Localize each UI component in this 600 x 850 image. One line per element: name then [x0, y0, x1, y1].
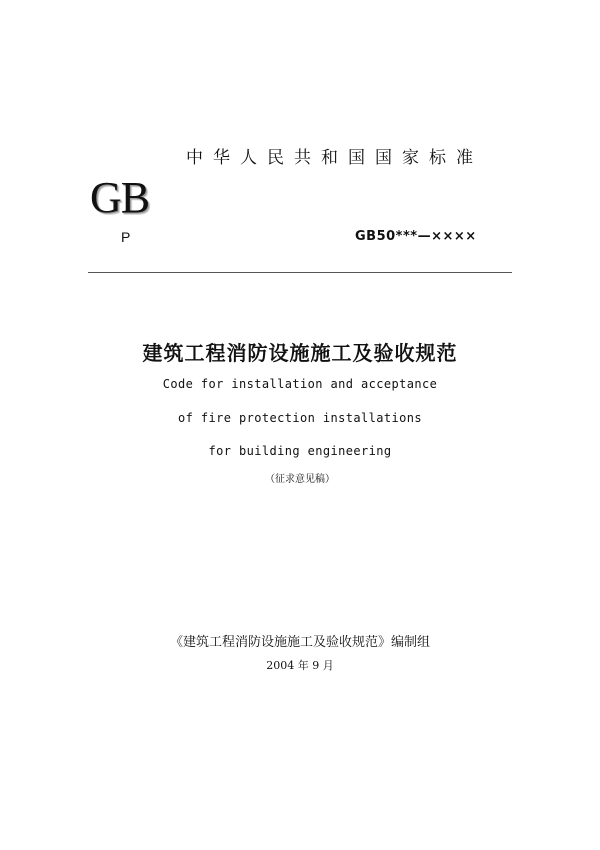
national-standard-heading: 中华人民共和国国家标准: [186, 148, 483, 168]
document-title-chinese: 建筑工程消防设施施工及验收规范: [142, 341, 458, 365]
gb-logo: GB: [90, 173, 150, 222]
publication-date: 2004 年 9 月: [266, 659, 334, 672]
header-divider: [88, 272, 512, 273]
category-label: P: [121, 229, 131, 245]
document-title-english-line: Code for installation and acceptance: [162, 377, 438, 391]
standard-number: GB50***—××××: [355, 229, 477, 244]
document-title-english-line: of fire protection installations: [178, 411, 422, 425]
document-title-english-line: for building engineering: [208, 444, 392, 458]
draft-note: （征求意见稿）: [265, 474, 335, 485]
compiler-group: 《建筑工程消防设施施工及验收规范》编制组: [169, 635, 430, 650]
